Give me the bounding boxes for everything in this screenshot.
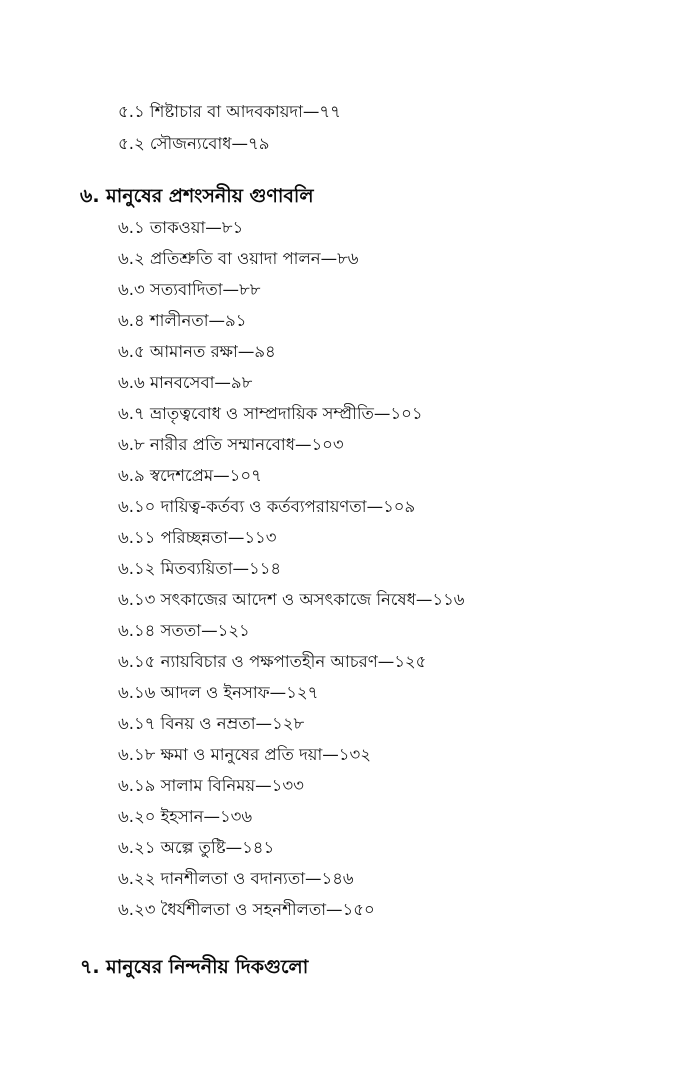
- section-7-heading: ৭. মানুষের নিন্দনীয় দিকগুলো: [80, 956, 309, 978]
- toc-entry: ৬.৮ নারীর প্রতি সম্মানবোধ—১০৩: [118, 435, 344, 454]
- toc-entry: ৬.১৩ সৎকাজের আদেশ ও অসৎকাজে নিষেধ—১১৬: [118, 590, 465, 609]
- toc-entry: ৬.১ তাকওয়া—৮১: [118, 218, 244, 237]
- toc-entry: ৬.৫ আমানত রক্ষা—৯৪: [118, 342, 276, 361]
- toc-entry: ৬.৩ সত্যবাদিতা—৮৮: [118, 280, 261, 299]
- toc-entry: ৬.১৪ সততা—১২১: [118, 621, 250, 640]
- toc-entry: ৬.১৬ আদল ও ইনসাফ—১২৭: [118, 683, 319, 702]
- toc-entry: ৬.৯ স্বদেশপ্রেম—১০৭: [118, 466, 262, 485]
- section-6-heading: ৬. মানুষের প্রশংসনীয় গুণাবলি: [80, 185, 314, 207]
- toc-entry: ৬.২০ ইহসান—১৩৬: [118, 807, 253, 826]
- toc-entry: ৬.১৮ ক্ষমা ও মানুষের প্রতি দয়া—১৩২: [118, 745, 371, 764]
- toc-entry: ৬.১৫ ন্যায়বিচার ও পক্ষপাতহীন আচরণ—১২৫: [118, 652, 427, 671]
- toc-entry: ৬.১২ মিতব্যয়িতা—১১৪: [118, 559, 282, 578]
- toc-entry: ৬.১০ দায়িত্ব-কর্তব্য ও কর্তব্যপরায়ণতা—১০৯: [118, 497, 416, 516]
- toc-entry: ৬.২ প্রতিশ্রুতি বা ওয়াদা পালন—৮৬: [118, 249, 359, 268]
- toc-entry: ৬.২১ অল্পে তুষ্টি—১৪১: [118, 838, 275, 857]
- toc-entry: ৬.২৩ ধৈর্যশীলতা ও সহনশীলতা—১৫০: [118, 900, 375, 919]
- toc-entry: ৬.৬ মানবসেবা—৯৮: [118, 373, 253, 392]
- toc-entry: ৫.২ সৌজন্যবোধ—৭৯: [118, 134, 270, 153]
- toc-entry: ৬.১৯ সালাম বিনিময়—১৩৩: [118, 776, 304, 795]
- toc-entry: ৬.১১ পরিচ্ছন্নতা—১১৩: [118, 528, 277, 547]
- toc-entry: ৬.২২ দানশীলতা ও বদান্যতা—১৪৬: [118, 869, 354, 888]
- toc-entry: ৫.১ শিষ্টাচার বা আদবকায়দা—৭৭: [118, 102, 341, 121]
- toc-entry: ৬.৪ শালীনতা—৯১: [118, 311, 247, 330]
- toc-entry: ৬.৭ ভ্রাতৃত্ববোধ ও সাম্প্রদায়িক সম্প্রীতি—১০১: [118, 404, 423, 423]
- toc-entry: ৬.১৭ বিনয় ও নম্রতা—১২৮: [118, 714, 305, 733]
